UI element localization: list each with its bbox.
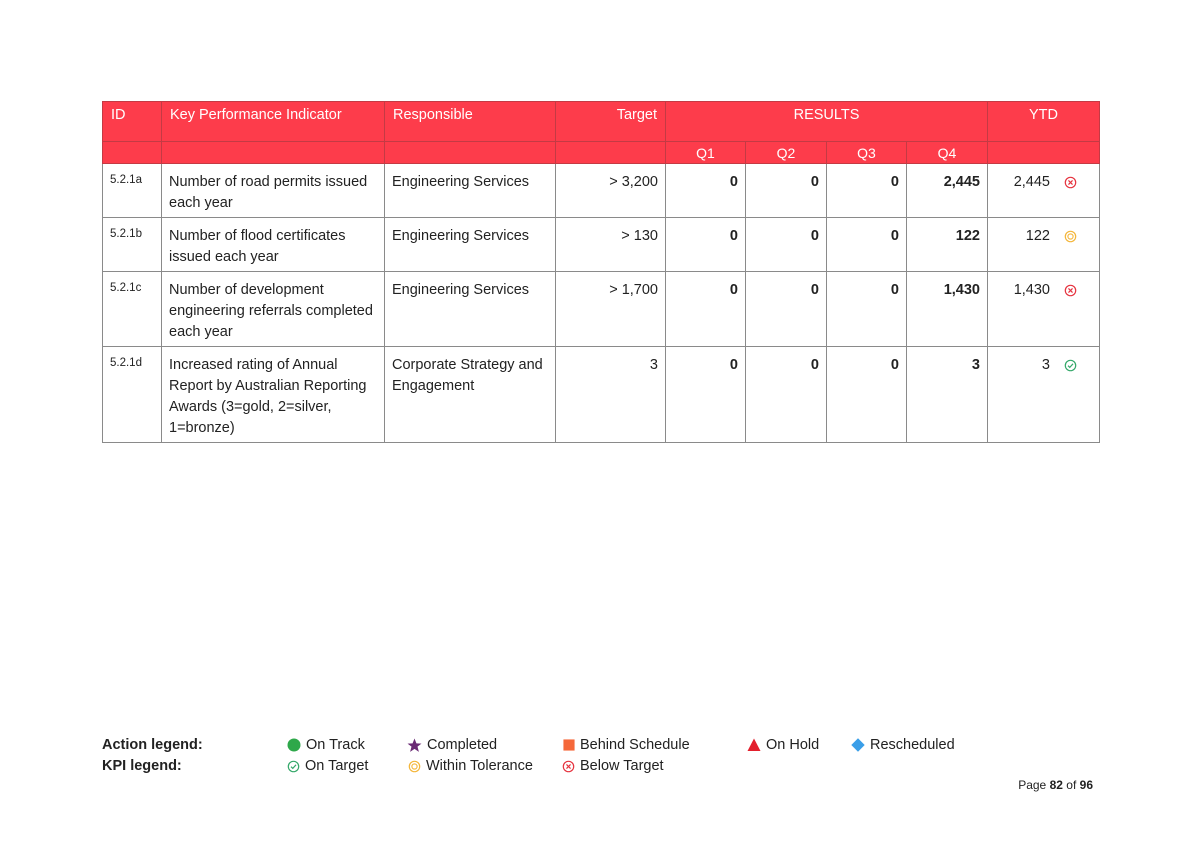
header-blank — [162, 142, 385, 164]
kpi-table — [102, 101, 1100, 443]
within-tolerance-icon — [408, 760, 421, 773]
legend-below-target: Below Target — [562, 758, 664, 774]
page-total: 96 — [1079, 778, 1093, 792]
header-blank — [103, 142, 162, 164]
behind-schedule-square-icon — [563, 739, 575, 751]
row-ytd-cell — [988, 218, 1100, 272]
header-q3: Q3 — [827, 142, 907, 164]
below-target-icon — [1064, 284, 1077, 297]
table-row — [103, 164, 1100, 218]
row-q2: 0 — [746, 272, 827, 347]
row-responsible: Engineering Services — [385, 272, 556, 347]
header-q2: Q2 — [746, 142, 827, 164]
row-target: 3 — [556, 347, 666, 443]
header-blank — [385, 142, 556, 164]
row-kpi: Number of development engineering referrals completed each year — [162, 272, 385, 347]
table-row — [103, 347, 1100, 443]
header-blank — [556, 142, 666, 164]
on-hold-triangle-icon — [747, 738, 761, 752]
page-prefix: Page — [1018, 778, 1047, 792]
row-ytd: 2,445 — [1013, 174, 1050, 190]
within-tolerance-icon — [1064, 230, 1077, 243]
header-id: ID — [103, 102, 162, 142]
row-id: 5.2.1a — [103, 164, 162, 218]
row-q2: 0 — [746, 218, 827, 272]
row-responsible: Corporate Strategy and Engagement — [385, 347, 556, 443]
row-q4: 3 — [907, 347, 988, 443]
rescheduled-diamond-icon — [851, 738, 865, 752]
row-ytd: 1,430 — [1013, 282, 1050, 298]
header-ytd: YTD — [988, 102, 1100, 142]
row-id: 5.2.1c — [103, 272, 162, 347]
row-q4: 1,430 — [907, 272, 988, 347]
row-q1: 0 — [666, 272, 746, 347]
header-results: RESULTS — [666, 102, 988, 142]
header-blank — [988, 142, 1100, 164]
header-target: Target — [556, 102, 666, 142]
row-responsible: Engineering Services — [385, 164, 556, 218]
row-ytd: 122 — [1025, 228, 1050, 244]
legend-within-tolerance: Within Tolerance — [408, 758, 533, 774]
row-q3: 0 — [827, 218, 907, 272]
row-q3: 0 — [827, 272, 907, 347]
header-q1: Q1 — [666, 142, 746, 164]
on-track-icon — [287, 738, 301, 752]
row-id: 5.2.1b — [103, 218, 162, 272]
legend-completed: Completed — [407, 737, 497, 753]
completed-star-icon — [407, 738, 422, 753]
row-ytd-cell — [988, 272, 1100, 347]
legend-on-target: On Target — [287, 758, 368, 774]
row-id: 5.2.1d — [103, 347, 162, 443]
row-responsible: Engineering Services — [385, 218, 556, 272]
legend-on-hold: On Hold — [747, 737, 819, 753]
row-q2: 0 — [746, 164, 827, 218]
row-kpi: Number of road permits issued each year — [162, 164, 385, 218]
row-ytd: 3 — [1041, 357, 1050, 373]
page-of: of — [1066, 778, 1077, 792]
row-q2: 0 — [746, 347, 827, 443]
row-ytd-cell — [988, 347, 1100, 443]
table-row — [103, 218, 1100, 272]
row-ytd-cell — [988, 164, 1100, 218]
on-target-icon — [1064, 359, 1077, 372]
row-kpi: Number of flood certificates issued each year — [162, 218, 385, 272]
row-q4: 122 — [907, 218, 988, 272]
row-q3: 0 — [827, 347, 907, 443]
below-target-icon — [562, 760, 575, 773]
header-kpi: Key Performance Indicator — [162, 102, 385, 142]
row-q4: 2,445 — [907, 164, 988, 218]
row-target: > 3,200 — [556, 164, 666, 218]
legend-on-track: On Track — [287, 737, 365, 753]
page-current: 82 — [1049, 778, 1063, 792]
row-target: > 1,700 — [556, 272, 666, 347]
row-q1: 0 — [666, 347, 746, 443]
header-responsible: Responsible — [385, 102, 556, 142]
below-target-icon — [1064, 176, 1077, 189]
action-legend-label: Action legend: — [102, 737, 203, 753]
legend-rescheduled: Rescheduled — [851, 737, 955, 753]
on-target-icon — [287, 760, 300, 773]
table-row — [103, 272, 1100, 347]
row-target: > 130 — [556, 218, 666, 272]
row-q1: 0 — [666, 218, 746, 272]
legend-behind-schedule: Behind Schedule — [563, 737, 690, 753]
kpi-legend-label: KPI legend: — [102, 758, 182, 774]
header-q4: Q4 — [907, 142, 988, 164]
row-q1: 0 — [666, 164, 746, 218]
row-q3: 0 — [827, 164, 907, 218]
row-kpi: Increased rating of Annual Report by Australian Reporting Awards (3=gold, 2=silver, 1=bronze) — [162, 347, 385, 443]
page-number — [1018, 778, 1093, 792]
